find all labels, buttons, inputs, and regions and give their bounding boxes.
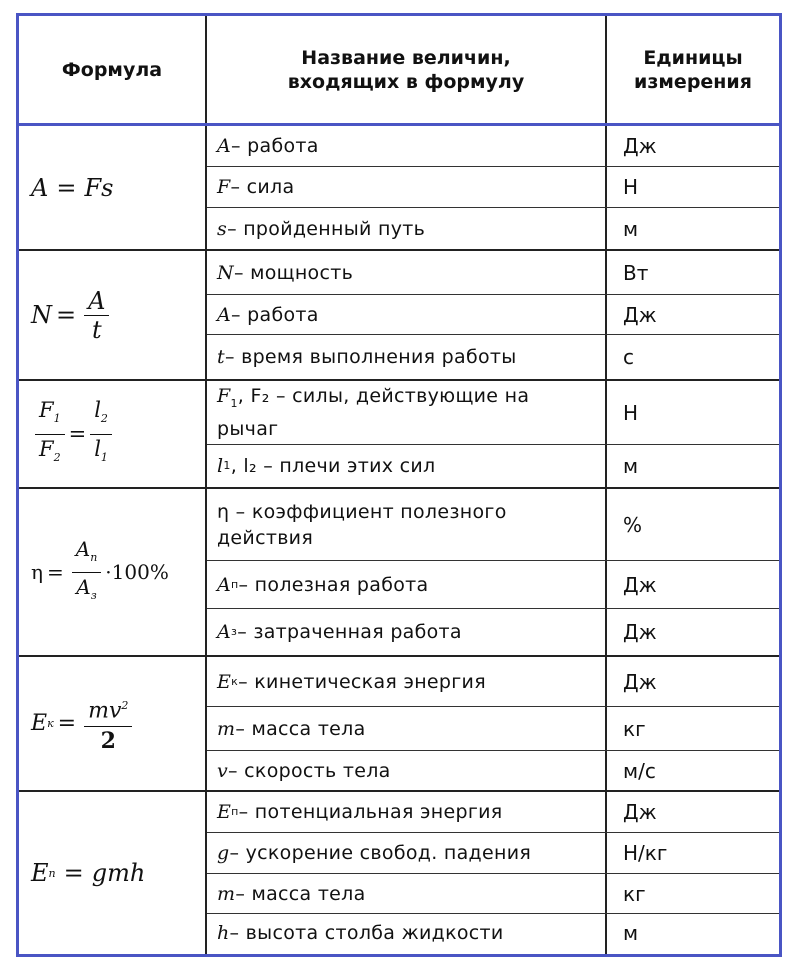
table-row — [207, 657, 779, 707]
table-row — [207, 609, 779, 655]
quantity-name: $F_1$, F₂ – силы, действующие на рычаг — [217, 384, 530, 441]
table-row — [207, 335, 779, 379]
table-row — [207, 251, 779, 295]
table-row — [207, 914, 779, 952]
quantity-unit: Н — [623, 175, 639, 199]
quantity-unit: Н/кг — [623, 841, 668, 865]
quantity-unit: Н — [623, 400, 639, 425]
quantity-name: η – коэффициент полезного действия — [217, 500, 507, 549]
quantity-name: m – масса тела — [217, 882, 366, 905]
table-row — [207, 561, 779, 609]
quantity-unit: Дж — [623, 572, 657, 597]
quantity-name: F – сила — [217, 176, 295, 198]
quantity-name: A з – затраченная работа — [217, 621, 462, 643]
quantity-unit: м — [623, 216, 639, 241]
quantity-name: N – мощность — [217, 261, 354, 284]
fraction: $\frac{l_2}{l_1}$ — [90, 396, 112, 471]
formula-work — [19, 126, 205, 249]
header-formula: Формула — [61, 58, 163, 81]
quantity-name: t – время выполнения работы — [217, 346, 517, 368]
formula-eq: = — [56, 173, 77, 202]
quantity-unit: м/с — [623, 758, 656, 783]
quantity-name: A п – полезная работа — [217, 573, 429, 596]
fraction: $\frac{mv^2}{2}$ — [84, 692, 132, 754]
quantity-unit: Вт — [623, 260, 649, 285]
group-power — [19, 251, 779, 381]
group-potential — [19, 792, 779, 954]
table-row — [207, 381, 779, 445]
quantity-unit: Дж — [623, 669, 657, 694]
quantity-name: E п – потенциальная энергия — [217, 801, 503, 823]
formula-lhs: A — [31, 173, 49, 202]
quantity-unit: % — [623, 512, 643, 537]
group-efficiency — [19, 489, 779, 657]
table-row — [207, 167, 779, 208]
group-kinetic — [19, 657, 779, 792]
table-row — [207, 792, 779, 833]
quantity-unit: Дж — [623, 134, 657, 158]
table-row — [207, 295, 779, 335]
quantity-name: g – ускорение свобод. падения — [217, 842, 532, 864]
header-units: Единицы измерения — [634, 46, 752, 93]
formula-kinetic: E к = $\frac{mv^2}{2}$ — [19, 657, 205, 790]
table-row — [207, 445, 779, 487]
table-row — [207, 874, 779, 914]
table-row — [207, 707, 779, 751]
quantity-name: m – масса тела — [217, 717, 366, 740]
quantity-name: h – высота столба жидкости — [217, 922, 504, 944]
table-row — [207, 833, 779, 874]
formula-potential: E п = gmh — [31, 859, 146, 887]
group-work — [19, 126, 779, 251]
formula-table — [16, 13, 782, 957]
table-row — [207, 489, 779, 561]
quantity-unit: с — [623, 345, 634, 369]
quantity-unit: кг — [623, 881, 646, 906]
table-row — [207, 126, 779, 167]
quantity-name: l 1 , l₂ – плечи этих сил — [217, 455, 436, 477]
fraction: $\frac{A}{t}$ — [84, 287, 109, 344]
quantity-name: E к – кинетическая энергия — [217, 670, 486, 693]
quantity-unit: м — [623, 454, 639, 478]
formula-efficiency: η = $\frac{A_п}{A_з}$ ·100% — [19, 489, 205, 655]
quantity-unit: кг — [623, 716, 646, 741]
table-row — [207, 751, 779, 790]
quantity-unit: Дж — [623, 800, 657, 824]
quantity-name: s – пройденный путь — [217, 217, 426, 240]
fraction: $\frac{F_1}{F_2}$ — [35, 396, 65, 471]
formula-power: N = $\frac{A}{t}$ — [19, 251, 205, 379]
formula-rhs: Fs — [84, 173, 114, 202]
header-names: Название величин, входящих в формулу — [287, 46, 525, 93]
quantity-unit: Дж — [623, 302, 657, 327]
quantity-name: v – скорость тела — [217, 759, 391, 782]
formula-lever: $\frac{F_1}{F_2}$ = $\frac{l_2}{l_1}$ — [19, 381, 205, 487]
fraction: $\frac{A_п}{A_з}$ — [72, 535, 102, 610]
group-lever — [19, 381, 779, 489]
quantity-unit: Дж — [623, 620, 657, 644]
table-row — [207, 208, 779, 249]
quantity-name: A – работа — [217, 303, 319, 326]
quantity-unit: м — [623, 921, 639, 945]
quantity-name: A – работа — [217, 135, 319, 157]
